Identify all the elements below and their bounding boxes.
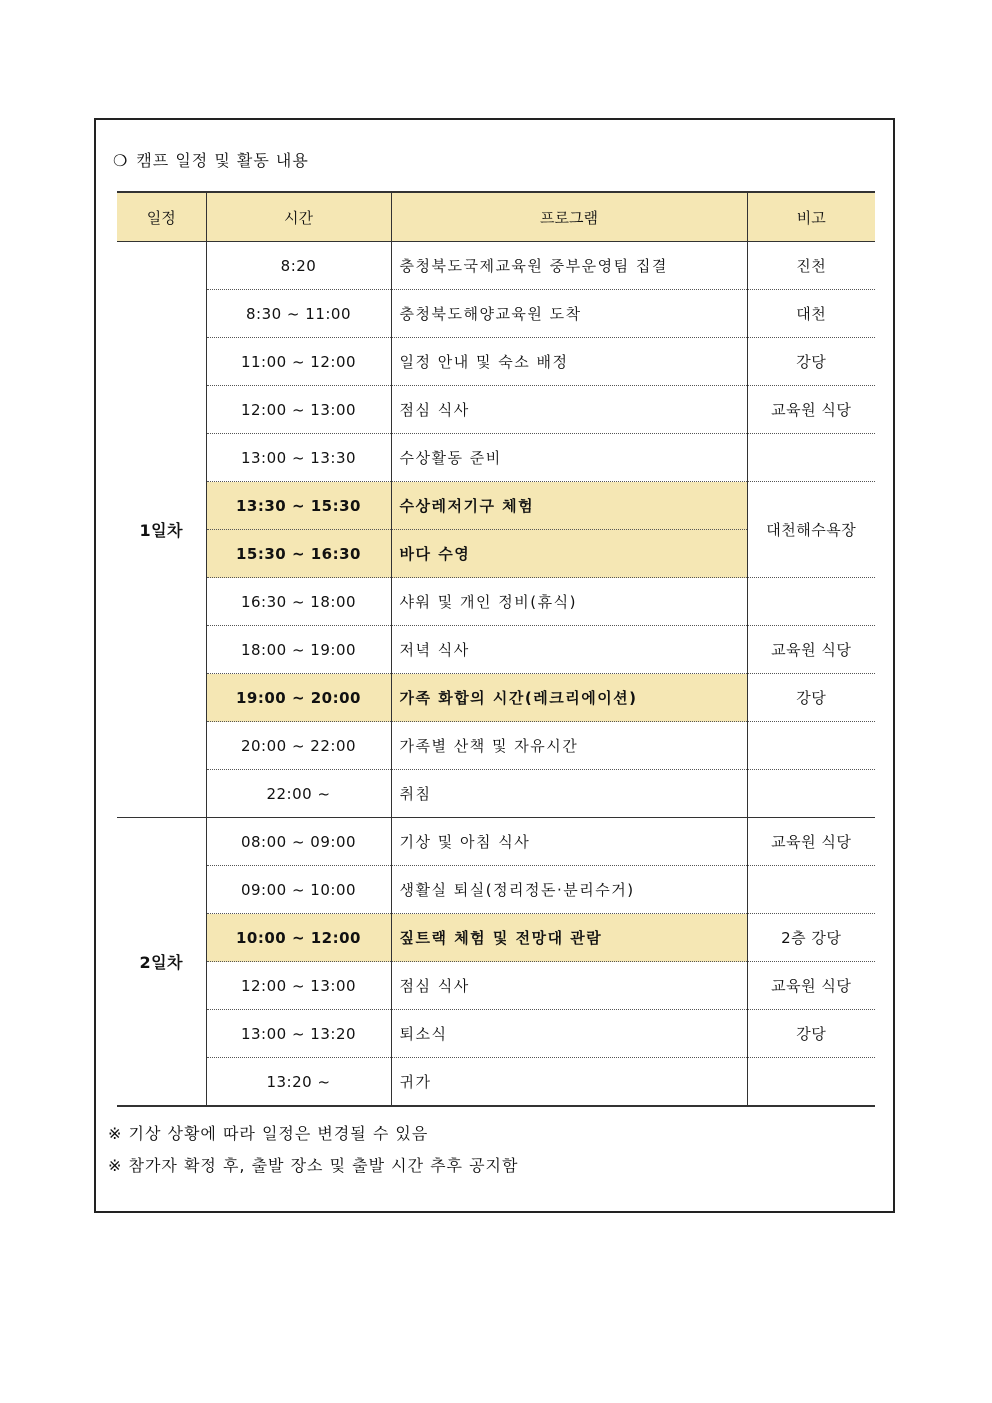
program-cell: 충청북도해양교육원 도착 <box>391 290 747 338</box>
table-row <box>117 434 875 482</box>
time-cell: 8:20 <box>206 242 391 290</box>
program-cell: 가족 화합의 시간(레크리에이션) <box>391 674 747 722</box>
note-cell <box>747 1058 875 1107</box>
note-cell: 교육원 식당 <box>747 818 875 866</box>
header-program: 프로그램 <box>391 192 747 242</box>
time-cell: 08:00 ~ 09:00 <box>206 818 391 866</box>
time-cell: 13:30 ~ 15:30 <box>206 482 391 530</box>
note-cell <box>747 434 875 482</box>
day1-label: 1일차 <box>117 242 206 818</box>
header-note: 비고 <box>747 192 875 242</box>
circle-bullet-icon: ❍ <box>113 151 129 170</box>
time-cell: 8:30 ~ 11:00 <box>206 290 391 338</box>
time-cell: 15:30 ~ 16:30 <box>206 530 391 578</box>
note-cell: 강당 <box>747 674 875 722</box>
note-cell: 2층 강당 <box>747 914 875 962</box>
program-cell: 수상레저기구 체험 <box>391 482 747 530</box>
note-cell: 교육원 식당 <box>747 626 875 674</box>
program-cell: 퇴소식 <box>391 1010 747 1058</box>
time-cell: 18:00 ~ 19:00 <box>206 626 391 674</box>
note-cell <box>747 722 875 770</box>
table-row <box>117 338 875 386</box>
heading-text: 캠프 일정 및 활동 내용 <box>136 151 309 170</box>
table-row <box>117 674 875 722</box>
footnote: ※ 기상 상황에 따라 일정은 변경될 수 있음 <box>108 1124 429 1143</box>
time-cell: 13:00 ~ 13:30 <box>206 434 391 482</box>
time-cell: 20:00 ~ 22:00 <box>206 722 391 770</box>
time-cell: 16:30 ~ 18:00 <box>206 578 391 626</box>
table-row <box>117 1058 875 1107</box>
note-cell <box>747 578 875 626</box>
day2-label: 2일차 <box>117 818 206 1107</box>
note-cell <box>747 866 875 914</box>
table-row <box>117 290 875 338</box>
program-cell: 귀가 <box>391 1058 747 1107</box>
program-cell: 수상활동 준비 <box>391 434 747 482</box>
time-cell: 12:00 ~ 13:00 <box>206 962 391 1010</box>
time-cell: 19:00 ~ 20:00 <box>206 674 391 722</box>
table-row <box>117 242 875 290</box>
header-time: 시간 <box>206 192 391 242</box>
program-cell: 가족별 산책 및 자유시간 <box>391 722 747 770</box>
table-row <box>117 866 875 914</box>
table-row <box>117 770 875 818</box>
time-cell: 22:00 ~ <box>206 770 391 818</box>
note-cell: 대천 <box>747 290 875 338</box>
program-cell: 저녁 식사 <box>391 626 747 674</box>
program-cell: 충청북도국제교육원 중부운영팀 집결 <box>391 242 747 290</box>
table-row <box>117 914 875 962</box>
table-row <box>117 386 875 434</box>
time-cell: 09:00 ~ 10:00 <box>206 866 391 914</box>
note-cell: 교육원 식당 <box>747 386 875 434</box>
table-header-row <box>117 192 875 242</box>
table-row <box>117 818 875 866</box>
header-day: 일정 <box>117 192 206 242</box>
time-cell: 13:00 ~ 13:20 <box>206 1010 391 1058</box>
table-row <box>117 962 875 1010</box>
table-row <box>117 626 875 674</box>
note-cell <box>747 770 875 818</box>
table-row <box>117 722 875 770</box>
program-cell: 점심 식사 <box>391 386 747 434</box>
footnotes <box>108 1123 518 1187</box>
note-cell: 진천 <box>747 242 875 290</box>
program-cell: 기상 및 아침 식사 <box>391 818 747 866</box>
program-cell: 샤워 및 개인 정비(휴식) <box>391 578 747 626</box>
program-cell: 짚트랙 체험 및 전망대 관람 <box>391 914 747 962</box>
time-cell: 11:00 ~ 12:00 <box>206 338 391 386</box>
program-cell: 점심 식사 <box>391 962 747 1010</box>
note-cell: 대천해수욕장 <box>747 482 875 578</box>
table-row <box>117 482 875 530</box>
program-cell: 바다 수영 <box>391 530 747 578</box>
schedule-table <box>117 191 875 1107</box>
program-cell: 생활실 퇴실(정리정돈·분리수거) <box>391 866 747 914</box>
time-cell: 13:20 ~ <box>206 1058 391 1107</box>
time-cell: 10:00 ~ 12:00 <box>206 914 391 962</box>
program-cell: 취침 <box>391 770 747 818</box>
time-cell: 12:00 ~ 13:00 <box>206 386 391 434</box>
note-cell: 교육원 식당 <box>747 962 875 1010</box>
note-cell: 강당 <box>747 1010 875 1058</box>
footnote: ※ 참가자 확정 후, 출발 장소 및 출발 시간 추후 공지함 <box>108 1156 519 1175</box>
note-cell: 강당 <box>747 338 875 386</box>
program-cell: 일정 안내 및 숙소 배정 <box>391 338 747 386</box>
section-heading <box>113 148 309 171</box>
table-row <box>117 1010 875 1058</box>
table-row <box>117 578 875 626</box>
